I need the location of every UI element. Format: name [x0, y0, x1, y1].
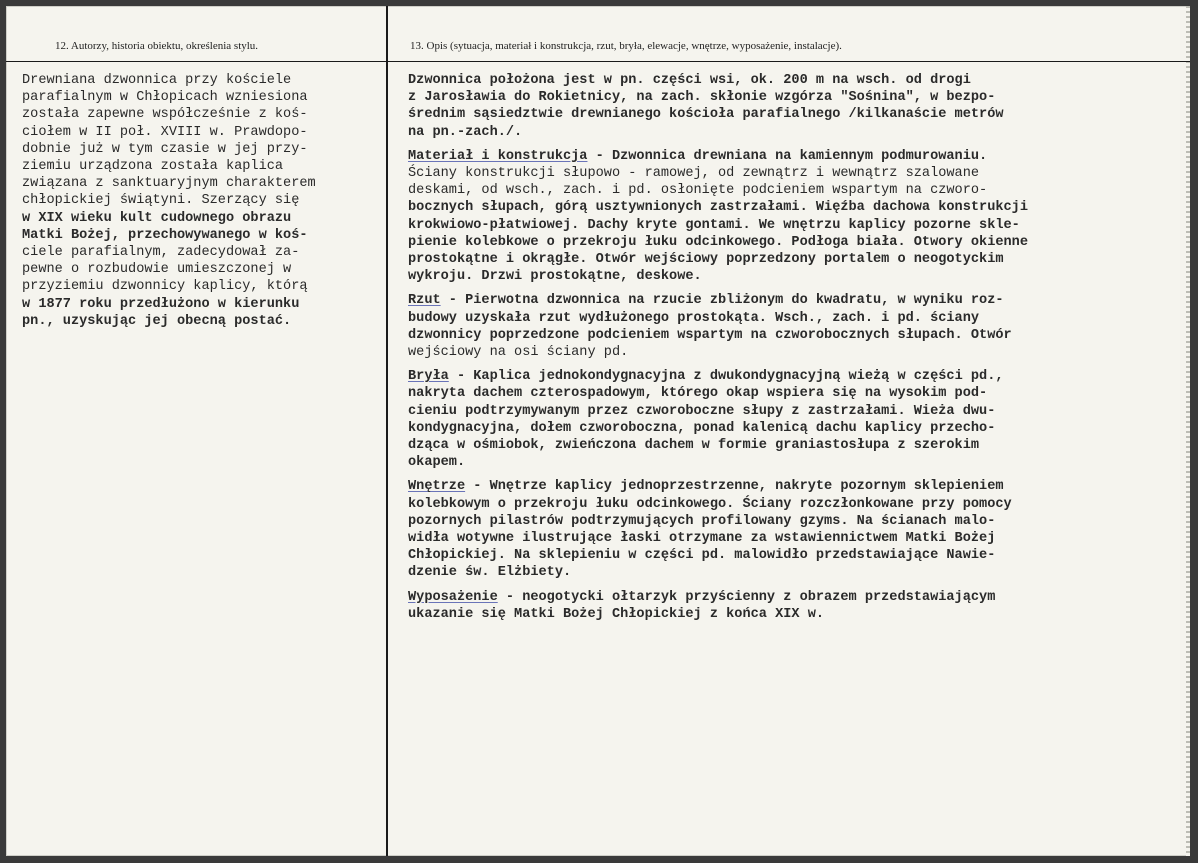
line-text: wejściowy na osi ściany pd.	[408, 345, 629, 361]
line-text: na pn.-zach./.	[408, 124, 523, 140]
header-divider	[6, 61, 1190, 62]
description-line	[408, 589, 1178, 606]
section-keyword: Materiał i konstrukcja	[408, 148, 588, 164]
description-paragraph	[408, 478, 1178, 581]
line-text: kondygnacyjna, dołem czworoboczna, ponad kalenicą dachu kaplicy przecho-	[408, 420, 996, 436]
history-line: pewne o rozbudowie umieszczonej w	[22, 262, 292, 278]
line-text: krokwiowo-płatwiowej. Dachy kryte gontami. We wnętrzu kaplicy pozorne skle-	[408, 217, 1020, 233]
line-text: widła wotywne ilustrujące łaski otrzymane za wstawiennictwem Matki Bożej	[408, 531, 996, 547]
line-text: dzwonnicy poprzedzone podcieniem wspartym na czworobocznych słupach. Otwór	[408, 327, 1012, 343]
line-text: nakryta dachem czterospadowym, którego okap wspiera się na wysokim pod-	[408, 386, 988, 402]
description-line	[408, 327, 1178, 344]
description-line	[408, 251, 1178, 268]
line-text: pienie kolebkowe o przekroju łuku odcinkowego. Podłoga biała. Otwory okienne	[408, 234, 1028, 250]
description-paragraph	[408, 292, 1178, 361]
description-line	[408, 148, 1178, 165]
description-line	[408, 217, 1178, 234]
section-keyword: Rzut	[408, 293, 441, 309]
line-text: Dzwonnica położona jest w pn. części wsi, ok. 200 m na wsch. od drogi	[408, 73, 971, 88]
description-line	[408, 72, 1178, 89]
line-text: ukazanie się Matki Bożej Chłopickiej z końca XIX w.	[408, 606, 825, 622]
section-keyword: Wnętrze	[408, 479, 466, 495]
history-line: pn., uzyskując jej obecną postać.	[22, 313, 292, 329]
line-text: z Jarosławia do Rokietnicy, na zach. skłonie wzgórza "Sośnina", w bezpo-	[408, 90, 996, 106]
description-line	[408, 496, 1178, 513]
description-line	[408, 165, 1178, 182]
description-line	[408, 124, 1178, 141]
line-text: średnim sąsiedztwie drewnianego kościoła parafialnego /kilkanaście metrów	[408, 107, 1004, 123]
line-text: kolebkowym o przekroju łuku odcinkowego. Ściany rozczłonkowane przy pomocy	[408, 496, 1012, 512]
line-text: Ściany konstrukcji słupowo - ramowej, od zewnątrz i wewnątrz szalowane	[408, 166, 980, 182]
description-text	[408, 72, 1178, 630]
history-line: chłopickiej świątyni. Szerzący się	[22, 193, 300, 209]
description-line	[408, 182, 1178, 199]
section-keyword: Wyposażenie	[408, 589, 498, 605]
line-text: Chłopickiej. Na sklepieniu w części pd. malowidło przedstawiające Nawie-	[408, 548, 996, 564]
line-text: deskami, od wsch., zach. i pd. osłonięte podcieniem wspartym na czworo-	[408, 183, 988, 199]
section-keyword: Bryła	[408, 369, 449, 385]
description-line	[408, 478, 1178, 495]
history-text	[22, 72, 382, 330]
history-line: ciołem w II poł. XVIII w. Prawdopo-	[22, 124, 308, 140]
description-line	[408, 268, 1178, 285]
description-paragraph	[408, 72, 1178, 141]
description-line	[408, 530, 1178, 547]
description-line	[408, 564, 1178, 581]
line-text: - Dzwonnica drewniana na kamiennym podmurowaniu.	[587, 148, 988, 164]
line-text: - Wnętrze kaplicy jednoprzestrzenne, nakryte pozornym sklepieniem	[465, 479, 1004, 495]
section-12-heading: 12. Autorzy, historia obiektu, określenia stylu.	[55, 40, 259, 52]
column-divider	[386, 6, 388, 856]
history-line: ciele parafialnym, zadecydował za-	[22, 245, 300, 261]
history-line: dobnie już w tym czasie w jej przy-	[22, 141, 308, 157]
description-paragraph	[408, 589, 1178, 623]
description-line	[408, 234, 1178, 251]
description-line	[408, 368, 1178, 385]
description-line	[408, 420, 1178, 437]
history-line: w XIX wieku kult cudownego obrazu	[22, 210, 292, 226]
history-line: przyziemiu dzwonnicy kaplicy, którą	[22, 279, 308, 295]
description-line	[408, 606, 1178, 623]
description-line	[408, 403, 1178, 420]
description-paragraph	[408, 148, 1178, 286]
description-paragraph	[408, 368, 1178, 471]
history-line: została zapewne współcześnie z koś-	[22, 107, 308, 123]
line-text: dzenie św. Elżbiety.	[408, 565, 572, 581]
description-line	[408, 89, 1178, 106]
section-13-heading: 13. Opis (sytuacja, materiał i konstrukcja, rzut, bryła, elewacje, wnętrze, wyposażenie, instalacje).	[410, 40, 842, 52]
history-line: związana z sanktuaryjnym charakterem	[22, 176, 316, 192]
description-line	[408, 454, 1178, 471]
line-text: - neogotycki ołtarzyk przyścienny z obrazem przedstawiającym	[497, 589, 996, 605]
line-text: prostokątne i okrągłe. Otwór wejściowy poprzedzony portalem o neogotyckim	[408, 252, 1004, 268]
line-text: - Kaplica jednokondygnacyjna z dwukondygnacyjną wieżą w części pd.,	[448, 369, 1004, 385]
description-line	[408, 344, 1178, 361]
line-text: cieniu podtrzymywanym przez czworoboczne słupy z zastrzałami. Wieża dwu-	[408, 403, 996, 419]
description-line	[408, 292, 1178, 309]
description-line	[408, 437, 1178, 454]
line-text: budowy uzyskała rzut wydłużonego prostokąta. Wsch., zach. i pd. ściany	[408, 310, 980, 326]
history-line: Drewniana dzwonnica przy kościele	[22, 73, 292, 88]
line-text: pozornych pilastrów podtrzymujących profilowany gzyms. Na ścianach malo-	[408, 513, 996, 529]
description-line	[408, 513, 1178, 530]
description-line	[408, 199, 1178, 216]
history-line: Matki Bożej, przechowywanego w koś-	[22, 227, 308, 243]
history-line: ziemiu urządzona została kaplica	[22, 159, 284, 175]
description-line	[408, 385, 1178, 402]
history-line: parafialnym w Chłopicach wzniesiona	[22, 90, 308, 106]
line-text: - Pierwotna dzwonnica na rzucie zbliżonym do kwadratu, w wyniku roz-	[440, 293, 1004, 309]
inventory-card	[6, 6, 1190, 856]
description-line	[408, 106, 1178, 123]
line-text: dząca w ośmiobok, zwieńczona dachem w formie graniastosłupa z szerokim	[408, 438, 980, 454]
history-line: w 1877 roku przedłużono w kierunku	[22, 296, 300, 312]
line-text: wykroju. Drzwi prostokątne, deskowe.	[408, 269, 702, 285]
description-line	[408, 547, 1178, 564]
description-line	[408, 310, 1178, 327]
line-text: okapem.	[408, 455, 466, 471]
line-text: bocznych słupach, górą usztywnionych zastrzałami. Więźba dachowa konstrukcji	[408, 200, 1028, 216]
card-edge	[1186, 6, 1190, 856]
